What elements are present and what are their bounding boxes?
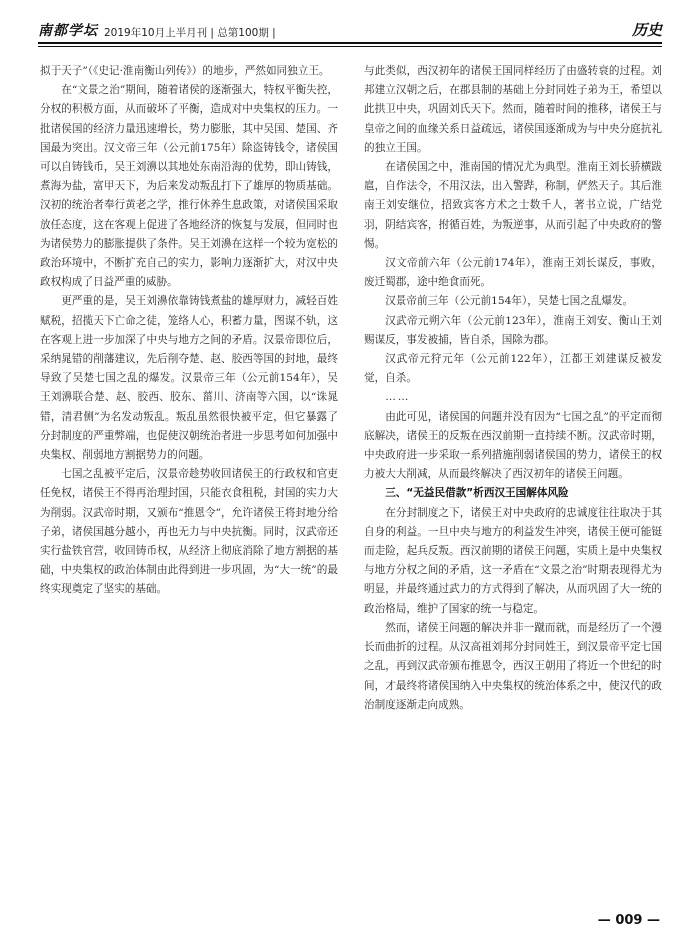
section-heading: 三、“无益民借款”析西汉王国解体风险 [385,487,569,500]
right-column [364,62,662,900]
section-label: 历史 [631,21,662,39]
paragraph: …… [385,391,411,404]
paragraph: 与此类似，西汉初年的诸侯王国同样经历了由盛转衰的过程。刘邦建立汉朝之后，在郡县制的基础上分封同姓子弟为王，希望以此拱卫中央，巩固刘氏天下。然而，随着时间的推移，诸侯王与皇帝之间的血缘关系日益疏远，诸侯国逐渐成为与中央分庭抗礼的独立王国。 [364,65,662,154]
paragraph: 拟于天子”（《史记·淮南衡山列传》）的地步，严然如同独立王。 [40,65,330,77]
header-rule-thick [38,42,662,44]
paragraph: 汉景帝前三年（公元前154年），吴楚七国之乱爆发。 [385,295,634,308]
paragraph: 汉文帝前六年（公元前174年），淮南王刘长谋反，事败，废迁蜀郡，途中绝食而死。 [364,257,662,289]
paragraph: 然而，诸侯王问题的解决并非一蹴而就，而是经历了一个漫长而曲折的过程。从汉高祖刘邦分封同姓王，到汉景帝平定七国之乱，再到汉武帝颁布推恩令，西汉王朝用了将近一个世纪的时间，才最终将诸侯国纳入中央集权的统治体系之中，使汉代的政治制度逐渐走向成熟。 [364,621,662,711]
paragraph: 在诸侯国之中，淮南国的情况尤为典型。淮南王刘长骄横跋扈，自作法令，不用汉法，出入警跸，称制，俨然天子。其后淮南王刘安继位，招致宾客方术之士数千人，著书立说，广结党羽，阴结宾客，拊循百姓，为叛逆事，从而引起了中央政府的警惕。 [364,161,662,250]
paragraph: 更严重的是，吴王刘濞依靠铸钱煮盐的雄厚财力，减轻百姓赋税，招揽天下亡命之徒，笼络人心，积蓄力量，图谋不轨，这在客观上进一步加深了中央与地方之间的矛盾。汉景帝即位后，采纳晁错的削藩建议，先后削夺楚、赵、胶西等国的封地，最终导致了吴楚七国之乱的爆发。汉景帝三年（公元前154年），吴王刘濞联合楚、赵、胶西、胶东、菑川、济南等六国，以“诛晁错，清君侧”为名发动叛乱。叛乱虽然很快被平定，但它暴露了分封制度的严重弊端，也促使汉朝统治者进一步思考如何加强中央集权、削弱地方割据势力的问题。 [40,295,338,462]
left-column [40,62,338,900]
header-rule-thin [38,46,662,47]
paragraph: 七国之乱被平定后，汉景帝趁势收回诸侯王的行政权和官吏任免权，诸侯王不得再治理封国，只能衣食租税，封国的实力大为削弱。汉武帝时期，又颁布“推恩令”，允许诸侯王将封地分给子弟，诸侯国越分越小，再也无力与中央抗衡。同时，汉武帝还实行盐铁官营，收回铸币权，从经济上彻底消除了地方割据的基础，中央集权的政治体制由此得到进一步巩固，为“大一统”的最终实现奠定了坚实的基础。 [40,468,338,596]
page-number: — 009 — [597,913,660,928]
paragraph: 在“文景之治”期间，随着诸侯的逐渐强大，特权平衡失控，分权的积极方面，从而破坏了平衡，造成对中央集权的压力。一批诸侯国的经济力量迅速增长，势力膨胀，其中吴国、楚国、齐国最为突出。汉文帝三年（公元前175年）除盗铸钱令，诸侯国可以自铸钱币，吴王刘濞以其地处东南沿海的优势，即山铸钱，煮海为盐，富甲天下，为后来发动叛乱打下了雄厚的物质基础。汉初的统治者奉行黄老之学，推行休养生息政策，对诸侯国采取放任态度，这在客观上促进了各地经济的恢复与发展，但同时也为诸侯势力的膨胀提供了条件。吴王刘濞在这样一个较为宽松的政治环境中，不断扩充自己的实力，影响力逐渐扩大，对汉中央政权构成了日益严重的威胁。 [40,84,338,289]
header-left [38,20,276,40]
paragraph: 由此可见，诸侯国的问题并没有因为“七国之乱”的平定而彻底解决，诸侯王的反叛在西汉前期一直持续不断。汉武帝时期，中央政府进一步采取一系列措施削弱诸侯国的势力，诸侯王的权力被大大削减，从而最终解决了西汉初年的诸侯王问题。 [364,410,662,481]
page-header [38,18,662,40]
paragraph: 在分封制度之下，诸侯王对中央政府的忠诚度往往取决于其自身的利益。一旦中央与地方的利益发生冲突，诸侯王便可能铤而走险，起兵反叛。西汉前期的诸侯王问题，实质上是中央集权与地方分权之间的矛盾，这一矛盾在“文景之治”时期表现得尤为明显，并最终通过武力的方式得到了解决，从而巩固了大一统的政治格局，维护了国家的统一与稳定。 [364,506,662,615]
paragraph: 汉武帝元朔六年（公元前123年），淮南王刘安、衡山王刘赐谋反，事发被捕，皆自杀，国除为郡。 [364,314,662,346]
issue-info: 2019年10月上半月刊 | 总第100期 | [104,27,276,39]
journal-logo: 南都学坛 [38,23,98,39]
paragraph: 汉武帝元狩元年（公元前122年），江都王刘建谋反被发觉，自杀。 [364,353,662,385]
